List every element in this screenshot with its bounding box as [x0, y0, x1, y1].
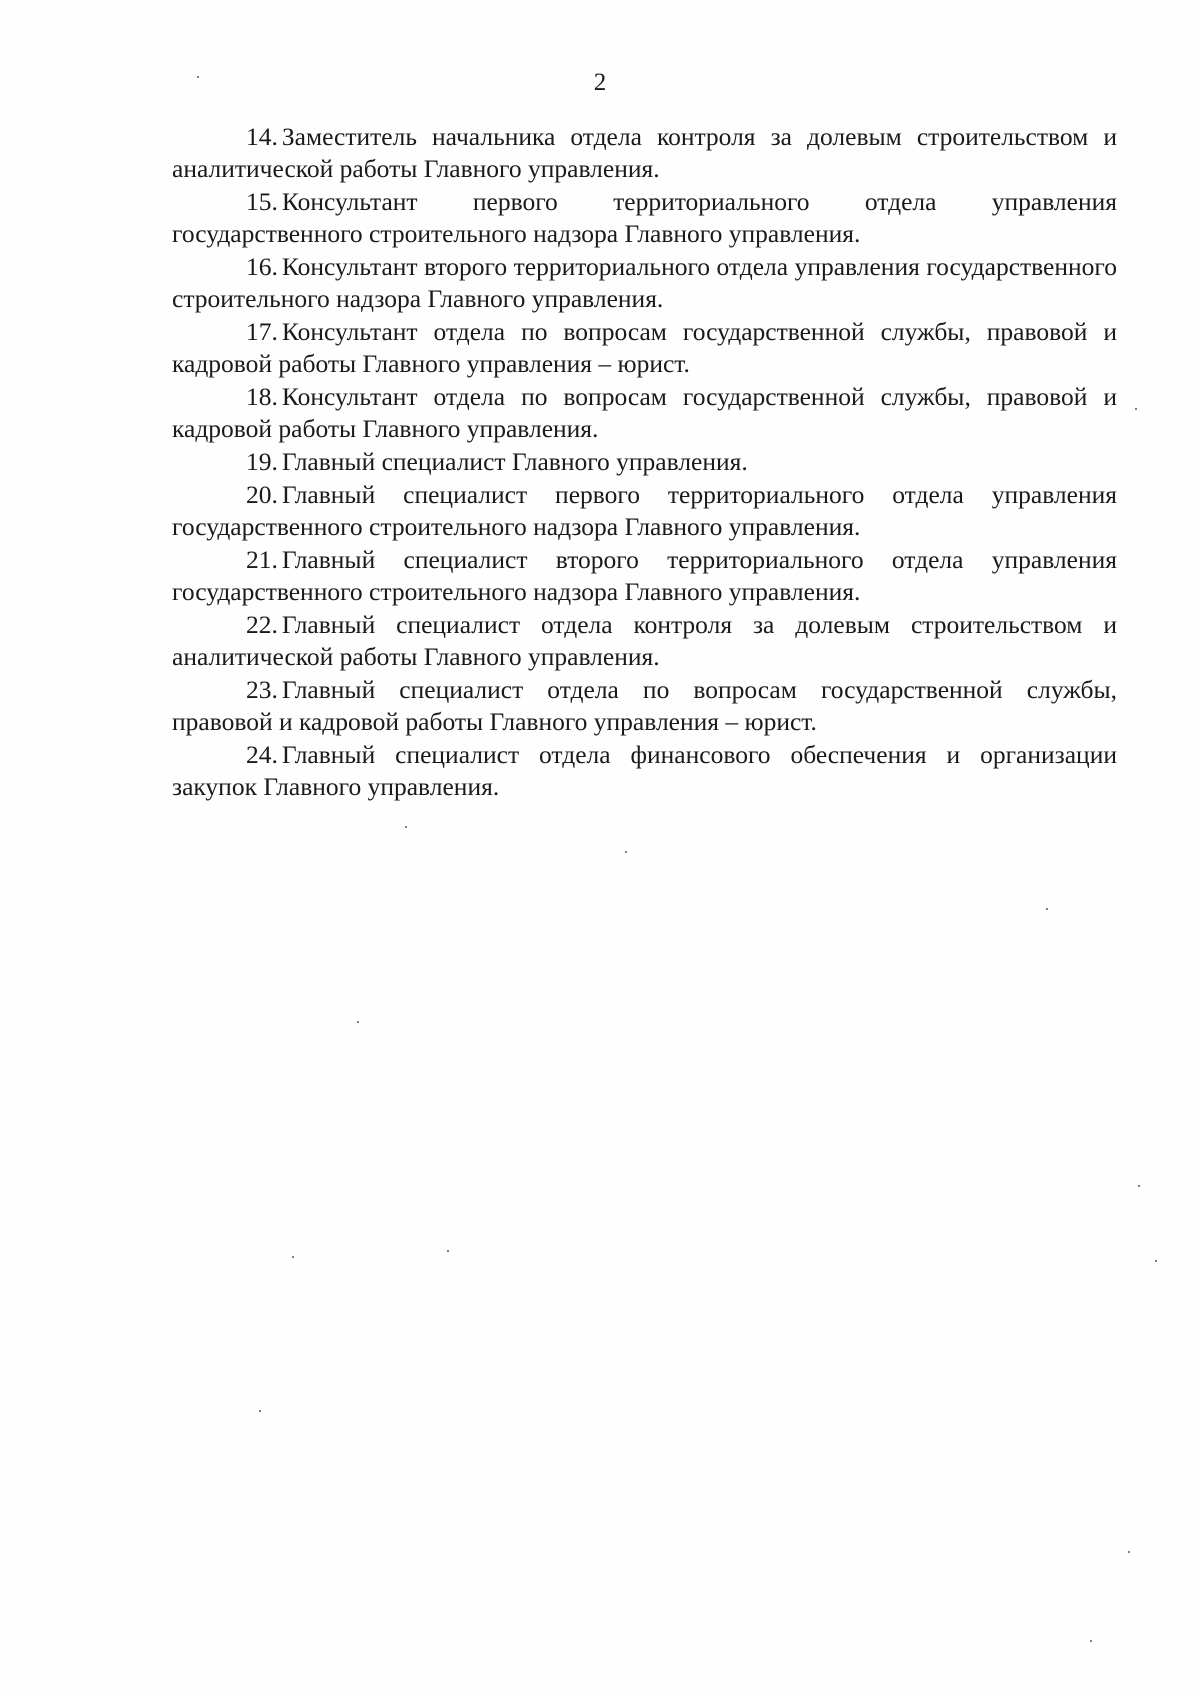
scan-speck — [292, 1256, 294, 1258]
item-text: Консультант отдела по вопросам государственной службы, правовой и кадровой работы Главного управления – юрист. — [172, 317, 1117, 378]
item-text: Главный специалист Главного управления. — [281, 447, 748, 476]
list-item — [172, 186, 1117, 250]
item-number: 21. — [246, 545, 278, 574]
list-item — [172, 544, 1117, 608]
scan-speck — [357, 1021, 359, 1023]
item-number: 20. — [246, 480, 278, 509]
scan-speck — [447, 1250, 449, 1252]
list-item — [172, 609, 1117, 673]
item-number: 24. — [246, 740, 278, 769]
scan-speck — [1128, 1551, 1130, 1553]
item-number: 18. — [246, 382, 278, 411]
list-item — [172, 446, 1117, 478]
scan-speck — [1155, 1260, 1157, 1262]
list-item — [172, 121, 1117, 185]
scan-speck — [405, 826, 407, 828]
list-item — [172, 251, 1117, 315]
item-number: 22. — [246, 610, 278, 639]
item-number: 14. — [246, 122, 278, 151]
item-text: Главный специалист отдела по вопросам государственной службы, правовой и кадровой работы Главного управления – юрист. — [172, 675, 1117, 736]
item-text: Главный специалист второго территориального отдела управления государственного строительного надзора Главного управления. — [172, 545, 1117, 606]
scan-speck — [1046, 908, 1048, 910]
list-item — [172, 316, 1117, 380]
scan-speck — [259, 1410, 261, 1412]
item-text: Консультант отдела по вопросам государственной службы, правовой и кадровой работы Главного управления. — [172, 382, 1117, 443]
scan-speck — [1138, 1185, 1140, 1187]
list-item — [172, 739, 1117, 803]
item-text: Главный специалист отдела контроля за долевым строительством и аналитической работы Главного управления. — [172, 610, 1117, 671]
item-text: Консультант второго территориального отдела управления государственного строительного надзора Главного управления. — [172, 252, 1117, 313]
item-number: 23. — [246, 675, 278, 704]
list-item — [172, 381, 1117, 445]
position-list — [172, 121, 1117, 804]
item-number: 19. — [246, 447, 278, 476]
item-text: Главный специалист отдела финансового обеспечения и организации закупок Главного управления. — [172, 740, 1117, 801]
item-number: 16. — [246, 252, 278, 281]
scan-speck — [197, 76, 199, 78]
item-text: Главный специалист первого территориального отдела управления государственного строительного надзора Главного управления. — [172, 480, 1117, 541]
item-text: Консультант первого территориального отдела управления государственного строительного надзора Главного управления. — [172, 187, 1117, 248]
page-number: 2 — [593, 69, 607, 96]
list-item — [172, 479, 1117, 543]
list-item — [172, 674, 1117, 738]
item-text: Заместитель начальника отдела контроля за долевым строительством и аналитической работы Главного управления. — [172, 122, 1117, 183]
scan-speck — [1090, 1640, 1092, 1642]
item-number: 15. — [246, 187, 278, 216]
scan-speck — [625, 851, 627, 853]
scan-speck — [1135, 408, 1137, 410]
item-number: 17. — [246, 317, 278, 346]
